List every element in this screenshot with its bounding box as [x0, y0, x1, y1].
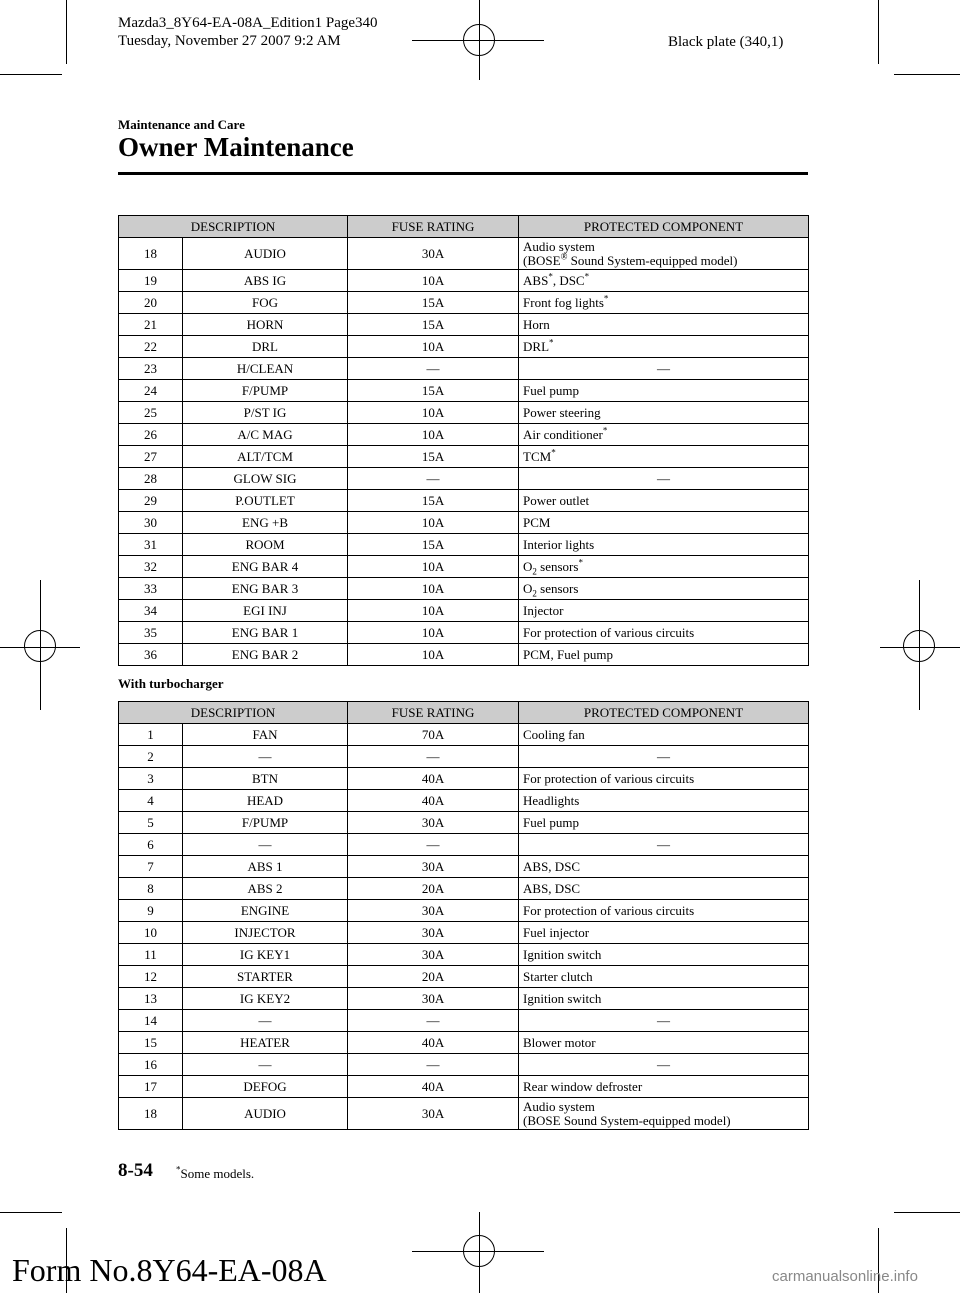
table-row: [119, 790, 809, 812]
fuse-number: 12: [119, 966, 183, 988]
registered-mark: ®: [560, 251, 568, 262]
watermark: carmanualsonline.info: [772, 1268, 918, 1285]
fuse-rating: ―: [348, 1010, 519, 1032]
protected-component: For protection of various circuits: [519, 900, 809, 922]
table-row: [119, 922, 809, 944]
fuse-rating: 10A: [348, 270, 519, 292]
fuse-description: FAN: [183, 724, 348, 746]
fuse-rating: ―: [348, 1054, 519, 1076]
fuse-rating: 40A: [348, 768, 519, 790]
fuse-number: 14: [119, 1010, 183, 1032]
table-row: [119, 270, 809, 292]
fuse-number: 34: [119, 600, 183, 622]
fuse-description: P/ST IG: [183, 402, 348, 424]
header-fuse-rating: FUSE RATING: [348, 216, 519, 238]
table-row: [119, 1032, 809, 1054]
turbocharger-subheading: With turbocharger: [118, 676, 224, 691]
fuse-number: 30: [119, 512, 183, 534]
protected-component: Rear window defroster: [519, 1076, 809, 1098]
fuse-description: F/PUMP: [183, 812, 348, 834]
protected-component: ABS, DSC: [519, 878, 809, 900]
fuse-description: ―: [183, 834, 348, 856]
fuse-rating: 30A: [348, 856, 519, 878]
fuse-rating: 30A: [348, 988, 519, 1010]
fuse-number: 22: [119, 336, 183, 358]
fuse-number: 35: [119, 622, 183, 644]
fuse-number: 17: [119, 1076, 183, 1098]
fuse-number: 2: [119, 746, 183, 768]
fuse-description: ENG BAR 4: [183, 556, 348, 578]
protected-component: Injector: [519, 600, 809, 622]
table-row: [119, 768, 809, 790]
fuse-description: P.OUTLET: [183, 490, 348, 512]
print-file-line: Mazda3_8Y64-EA-08A_Edition1 Page340: [118, 15, 378, 31]
table-row: [119, 380, 809, 402]
fuse-number: 3: [119, 768, 183, 790]
fuse-description: BTN: [183, 768, 348, 790]
fuse-rating: 10A: [348, 556, 519, 578]
fuse-table-turbocharger: [118, 701, 809, 1130]
protected-component: Cooling fan: [519, 724, 809, 746]
some-models-mark: *: [578, 557, 583, 568]
protected-component: PCM, Fuel pump: [519, 644, 809, 666]
fuse-description: F/PUMP: [183, 380, 348, 402]
protected-component: Audio system (BOSE® Sound System-equipped model): [519, 238, 809, 270]
fuse-description: ALT/TCM: [183, 446, 348, 468]
protected-component: Power steering: [519, 402, 809, 424]
fuse-description: ENG +B: [183, 512, 348, 534]
fuse-rating: 10A: [348, 336, 519, 358]
fuse-rating: 10A: [348, 402, 519, 424]
protected-component: Horn: [519, 314, 809, 336]
fuse-number: 33: [119, 578, 183, 600]
fuse-rating: 30A: [348, 944, 519, 966]
table-row: [119, 944, 809, 966]
fuse-number: 9: [119, 900, 183, 922]
fuse-number: 18: [119, 238, 183, 270]
fuse-rating: 15A: [348, 380, 519, 402]
title-rule: [118, 172, 808, 175]
fuse-rating: 10A: [348, 578, 519, 600]
table-row: [119, 812, 809, 834]
table-row: [119, 578, 809, 600]
protected-component: DRL*: [519, 336, 809, 358]
table-row: [119, 556, 809, 578]
fuse-rating: ―: [348, 358, 519, 380]
fuse-description: IG KEY1: [183, 944, 348, 966]
fuse-description: ABS 1: [183, 856, 348, 878]
fuse-description: ABS IG: [183, 270, 348, 292]
table-row: [119, 336, 809, 358]
fuse-rating: 15A: [348, 490, 519, 512]
fuse-rating: 40A: [348, 1076, 519, 1098]
fuse-rating: 40A: [348, 790, 519, 812]
protected-component: Ignition switch: [519, 988, 809, 1010]
fuse-description: ―: [183, 1010, 348, 1032]
table-row: [119, 468, 809, 490]
fuse-description: AUDIO: [183, 1098, 348, 1130]
page-title: Owner Maintenance: [118, 132, 354, 162]
table-row: [119, 292, 809, 314]
fuse-description: EGI INJ: [183, 600, 348, 622]
protected-component: Fuel pump: [519, 812, 809, 834]
fuse-description: A/C MAG: [183, 424, 348, 446]
fuse-rating: 30A: [348, 1098, 519, 1130]
fuse-rating: 10A: [348, 512, 519, 534]
fuse-description: INJECTOR: [183, 922, 348, 944]
table-row: [119, 490, 809, 512]
some-models-mark: *: [602, 425, 608, 436]
fuse-description: GLOW SIG: [183, 468, 348, 490]
table-row: [119, 878, 809, 900]
fuse-number: 28: [119, 468, 183, 490]
protected-component: Headlights: [519, 790, 809, 812]
fuse-number: 21: [119, 314, 183, 336]
fuse-rating: 30A: [348, 812, 519, 834]
table-row: [119, 512, 809, 534]
table-row: [119, 1054, 809, 1076]
fuse-number: 27: [119, 446, 183, 468]
table-row: [119, 534, 809, 556]
fuse-number: 15: [119, 1032, 183, 1054]
footnote: *Some models.: [176, 1164, 255, 1181]
some-models-mark: *: [603, 293, 609, 304]
print-date-line: Tuesday, November 27 2007 9:2 AM: [118, 33, 341, 49]
fuse-rating: 15A: [348, 292, 519, 314]
fuse-description: HEAD: [183, 790, 348, 812]
form-number: Form No.8Y64-EA-08A: [12, 1252, 327, 1288]
protected-component: Audio system (BOSE Sound System-equipped model): [519, 1098, 809, 1130]
fuse-number: 13: [119, 988, 183, 1010]
fuse-rating: 40A: [348, 1032, 519, 1054]
some-models-mark: *: [551, 447, 556, 458]
header-description: DESCRIPTION: [119, 216, 348, 238]
fuse-number: 32: [119, 556, 183, 578]
table-row: [119, 1010, 809, 1032]
table-row: [119, 988, 809, 1010]
some-models-mark: *: [548, 271, 553, 282]
fuse-description: ROOM: [183, 534, 348, 556]
table-row: [119, 644, 809, 666]
fuse-rating: ―: [348, 834, 519, 856]
protected-component: Front fog lights*: [519, 292, 809, 314]
fuse-rating: ―: [348, 746, 519, 768]
fuse-description: DEFOG: [183, 1076, 348, 1098]
header-description: DESCRIPTION: [119, 702, 348, 724]
fuse-description: IG KEY2: [183, 988, 348, 1010]
fuse-rating: 30A: [348, 922, 519, 944]
protected-component: Ignition switch: [519, 944, 809, 966]
protected-component: ―: [519, 358, 809, 380]
fuse-number: 7: [119, 856, 183, 878]
fuse-rating: 20A: [348, 878, 519, 900]
table-row: [119, 238, 809, 270]
fuse-number: 36: [119, 644, 183, 666]
protected-component: Fuel injector: [519, 922, 809, 944]
fuse-number: 10: [119, 922, 183, 944]
header-fuse-rating: FUSE RATING: [348, 702, 519, 724]
fuse-rating: 30A: [348, 238, 519, 270]
fuse-number: 6: [119, 834, 183, 856]
fuse-rating: 10A: [348, 600, 519, 622]
fuse-description: AUDIO: [183, 238, 348, 270]
protected-component: ―: [519, 468, 809, 490]
fuse-description: ENG BAR 2: [183, 644, 348, 666]
protected-component: TCM*: [519, 446, 809, 468]
table-row: [119, 402, 809, 424]
table-row: [119, 856, 809, 878]
fuse-number: 5: [119, 812, 183, 834]
fuse-rating: 10A: [348, 644, 519, 666]
table-row: [119, 900, 809, 922]
fuse-table-standard: [118, 215, 809, 666]
fuse-description: ABS 2: [183, 878, 348, 900]
fuse-description: ENG BAR 3: [183, 578, 348, 600]
table-row: [119, 446, 809, 468]
fuse-number: 25: [119, 402, 183, 424]
table-row: [119, 724, 809, 746]
protected-component: $O_2$ sensors*: [519, 556, 809, 578]
protected-component: Power outlet: [519, 490, 809, 512]
table-row: [119, 1076, 809, 1098]
fuse-number: 26: [119, 424, 183, 446]
table-row: [119, 966, 809, 988]
fuse-number: 24: [119, 380, 183, 402]
header-protected-component: PROTECTED COMPONENT: [519, 702, 809, 724]
fuse-rating: 20A: [348, 966, 519, 988]
some-models-mark: *: [176, 1164, 181, 1175]
table-row: [119, 314, 809, 336]
fuse-number: 31: [119, 534, 183, 556]
fuse-number: 18: [119, 1098, 183, 1130]
fuse-number: 1: [119, 724, 183, 746]
protected-component: Interior lights: [519, 534, 809, 556]
print-plate-label: Black plate (340,1): [668, 34, 784, 50]
fuse-description: ―: [183, 1054, 348, 1076]
fuse-description: H/CLEAN: [183, 358, 348, 380]
fuse-description: FOG: [183, 292, 348, 314]
table-row: [119, 746, 809, 768]
table-row: [119, 358, 809, 380]
table-row: [119, 622, 809, 644]
fuse-number: 20: [119, 292, 183, 314]
fuse-number: 4: [119, 790, 183, 812]
protected-component: PCM: [519, 512, 809, 534]
page-number: 8-54: [118, 1160, 153, 1181]
fuse-number: 11: [119, 944, 183, 966]
fuse-rating: 10A: [348, 424, 519, 446]
fuse-description: STARTER: [183, 966, 348, 988]
fuse-description: HEATER: [183, 1032, 348, 1054]
table-row: [119, 834, 809, 856]
fuse-description: ENGINE: [183, 900, 348, 922]
fuse-rating: ―: [348, 468, 519, 490]
fuse-rating: 15A: [348, 446, 519, 468]
protected-component: ―: [519, 746, 809, 768]
fuse-number: 23: [119, 358, 183, 380]
some-models-mark: *: [584, 271, 590, 282]
protected-component: Starter clutch: [519, 966, 809, 988]
table-row: [119, 1098, 809, 1130]
fuse-description: ENG BAR 1: [183, 622, 348, 644]
table-header-row: [119, 702, 809, 724]
table-row: [119, 600, 809, 622]
fuse-rating: 15A: [348, 534, 519, 556]
fuse-number: 8: [119, 878, 183, 900]
fuse-rating: 15A: [348, 314, 519, 336]
table-header-row: [119, 216, 809, 238]
table-row: [119, 424, 809, 446]
protected-component: $O_2$ sensors: [519, 578, 809, 600]
header-protected-component: PROTECTED COMPONENT: [519, 216, 809, 238]
protected-component: For protection of various circuits: [519, 768, 809, 790]
fuse-rating: 70A: [348, 724, 519, 746]
fuse-number: 19: [119, 270, 183, 292]
fuse-description: ―: [183, 746, 348, 768]
protected-component: ―: [519, 1010, 809, 1032]
protected-component: Blower motor: [519, 1032, 809, 1054]
protected-component: ―: [519, 834, 809, 856]
protected-component: ABS, DSC: [519, 856, 809, 878]
protected-component: For protection of various circuits: [519, 622, 809, 644]
fuse-number: 29: [119, 490, 183, 512]
protected-component: ―: [519, 1054, 809, 1076]
fuse-description: DRL: [183, 336, 348, 358]
fuse-rating: 30A: [348, 900, 519, 922]
fuse-number: 16: [119, 1054, 183, 1076]
protected-component: Fuel pump: [519, 380, 809, 402]
section-label: Maintenance and Care: [118, 117, 245, 132]
protected-component: Air conditioner*: [519, 424, 809, 446]
fuse-rating: 10A: [348, 622, 519, 644]
some-models-mark: *: [549, 337, 554, 348]
protected-component: ABS*, DSC*: [519, 270, 809, 292]
fuse-description: HORN: [183, 314, 348, 336]
